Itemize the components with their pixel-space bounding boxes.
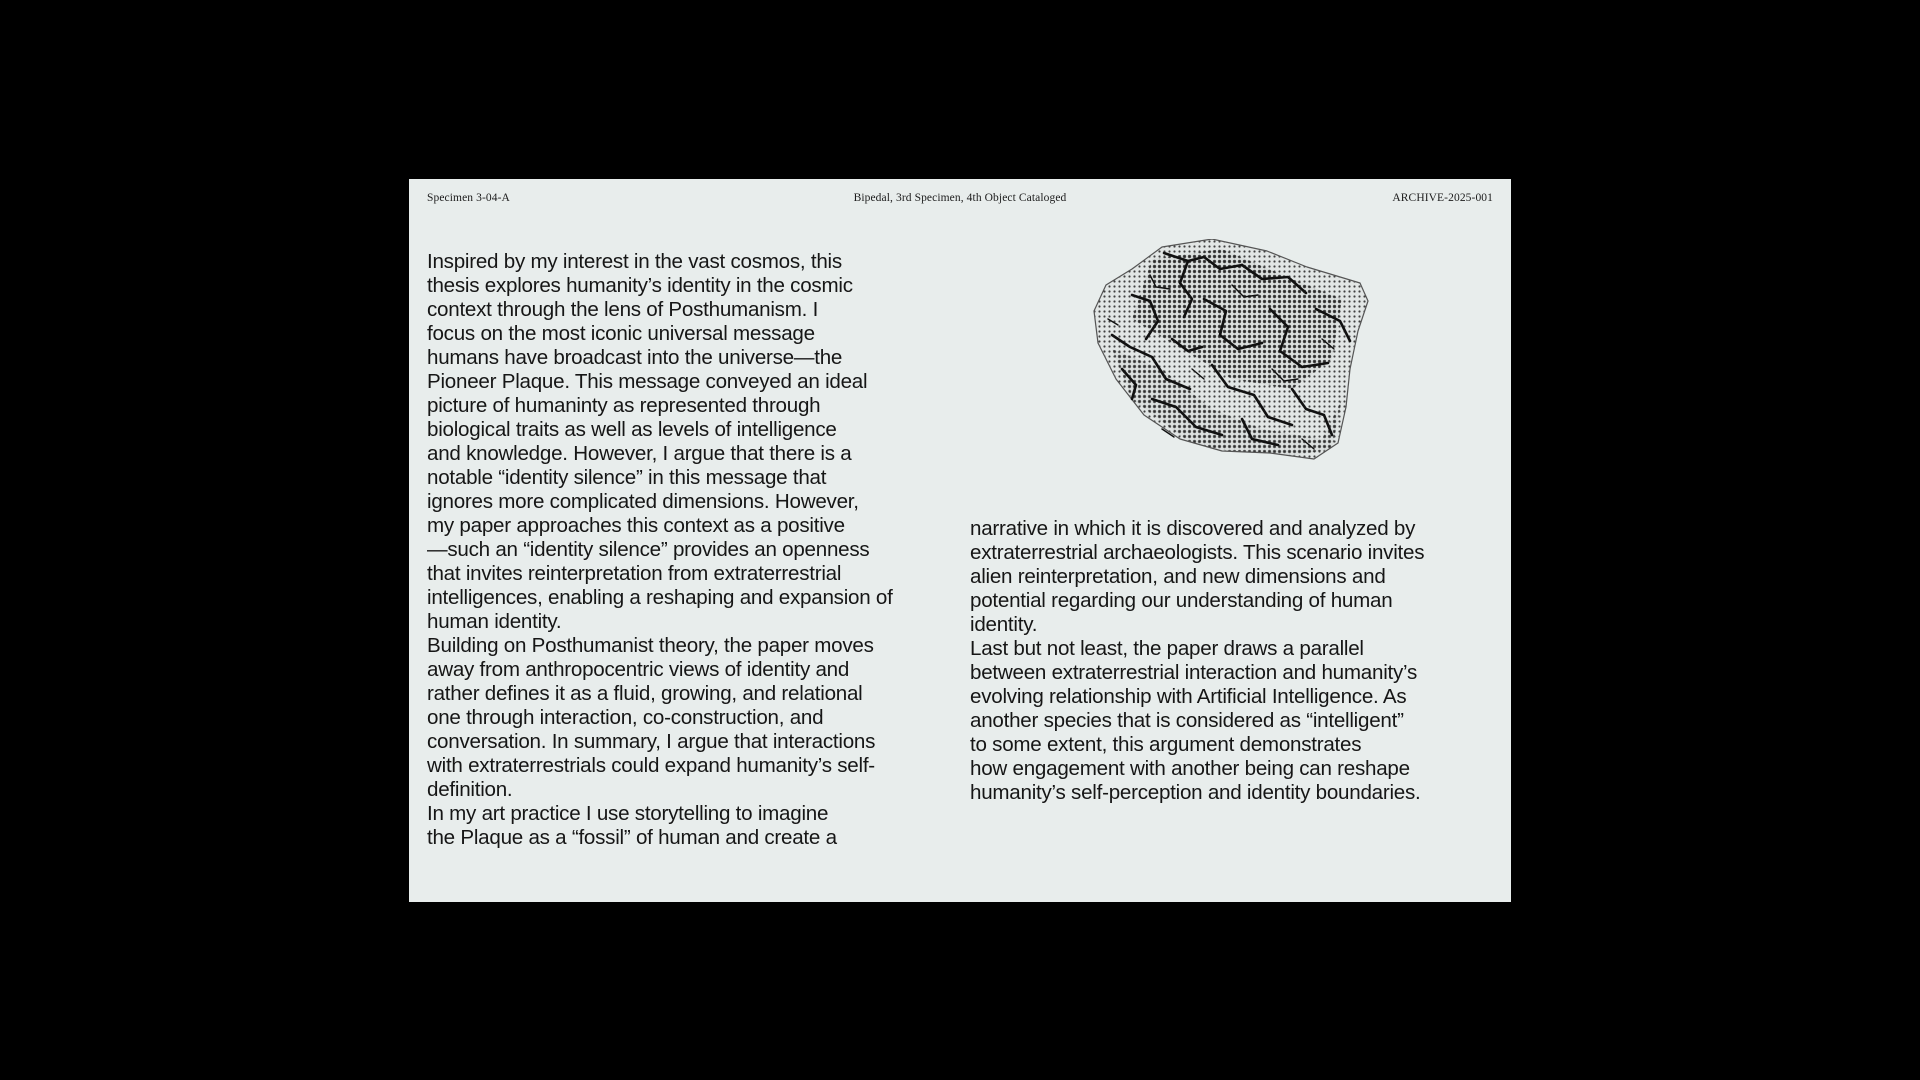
text-line: humanity’s self-perception and identity boundaries. bbox=[970, 781, 1421, 804]
text-line: picture of humaninty as represented through bbox=[427, 394, 821, 417]
text-line: alien reinterpretation, and new dimensions and bbox=[970, 565, 1386, 588]
text-line: to some extent, this argument demonstrates bbox=[970, 733, 1362, 756]
text-line: notable “identity silence” in this message that bbox=[427, 466, 827, 489]
text-line: Pioneer Plaque. This message conveyed an ideal bbox=[427, 370, 868, 393]
text-line: ignores more complicated dimensions. However, bbox=[427, 490, 859, 513]
text-line: Last but not least, the paper draws a parallel bbox=[970, 637, 1364, 660]
text-line: human identity. bbox=[427, 610, 562, 633]
text-line: thesis explores humanity’s identity in the cosmic bbox=[427, 274, 853, 297]
text-line: extraterrestrial archaeologists. This scenario invites bbox=[970, 541, 1425, 564]
text-line: definition. bbox=[427, 778, 513, 801]
text-line: another species that is considered as “intelligent” bbox=[970, 709, 1404, 732]
text-line: that invites reinterpretation from extraterrestrial bbox=[427, 562, 842, 585]
page-header bbox=[427, 192, 1493, 208]
right-text-column bbox=[970, 517, 1505, 805]
archive-id: ARCHIVE-2025-001 bbox=[1392, 192, 1493, 204]
text-line: —such an “identity silence” provides an openness bbox=[427, 538, 870, 561]
text-line: Building on Posthumanist theory, the paper moves bbox=[427, 634, 874, 657]
text-line: humans have broadcast into the universe—the bbox=[427, 346, 843, 369]
text-line: In my art practice I use storytelling to imagine bbox=[427, 802, 829, 825]
text-line: biological traits as well as levels of intelligence bbox=[427, 418, 837, 441]
text-line: evolving relationship with Artificial Intelligence. As bbox=[970, 685, 1407, 708]
text-line: identity. bbox=[970, 613, 1038, 636]
text-line: focus on the most iconic universal message bbox=[427, 322, 815, 345]
text-line: with extraterrestrials could expand humanity’s self- bbox=[427, 754, 875, 777]
text-line: Inspired by my interest in the vast cosmos, this bbox=[427, 250, 842, 273]
left-text-column bbox=[427, 250, 967, 850]
specimen-description: Bipedal, 3rd Specimen, 4th Object Cataloged bbox=[853, 192, 1067, 204]
text-line: how engagement with another being can reshape bbox=[970, 757, 1410, 780]
text-line: context through the lens of Posthumanism. I bbox=[427, 298, 819, 321]
text-line: rather defines it as a fluid, growing, and relational bbox=[427, 682, 863, 705]
text-line: one through interaction, co-construction, and bbox=[427, 706, 824, 729]
text-line: potential regarding our understanding of human bbox=[970, 589, 1393, 612]
text-line: narrative in which it is discovered and analyzed by bbox=[970, 517, 1416, 540]
specimen-id: Specimen 3-04-A bbox=[427, 192, 510, 204]
text-line: conversation. In summary, I argue that interactions bbox=[427, 730, 876, 753]
text-line: intelligences, enabling a reshaping and expansion of bbox=[427, 586, 893, 609]
text-line: the Plaque as a “fossil” of human and create a bbox=[427, 826, 837, 849]
rock-fossil-image bbox=[1092, 239, 1374, 463]
text-line: between extraterrestrial interaction and humanity’s bbox=[970, 661, 1418, 684]
document-page bbox=[409, 179, 1511, 902]
text-line: my paper approaches this context as a positive bbox=[427, 514, 845, 537]
text-line: and knowledge. However, I argue that there is a bbox=[427, 442, 852, 465]
text-line: away from anthropocentric views of identity and bbox=[427, 658, 850, 681]
